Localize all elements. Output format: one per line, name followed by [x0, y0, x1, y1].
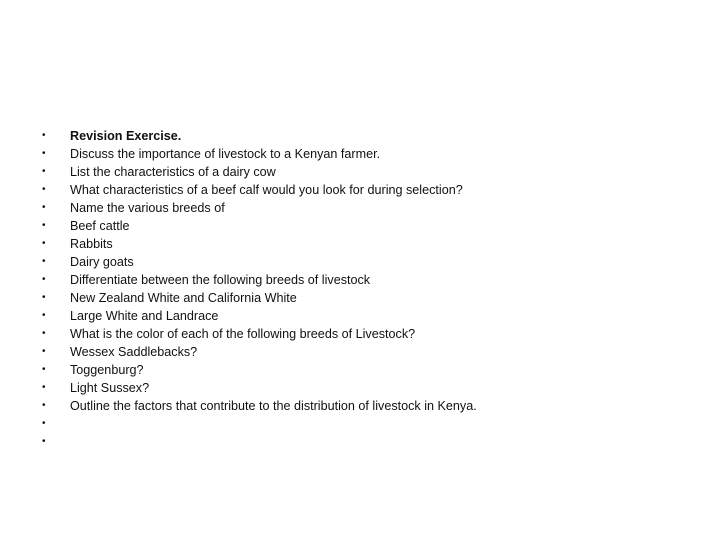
- bullet-icon: •: [42, 274, 46, 285]
- bullet-icon: •: [42, 310, 46, 321]
- list-item-text: Toggenburg?: [70, 363, 144, 377]
- bullet-icon: •: [42, 148, 46, 159]
- list-item-text: What is the color of each of the following breeds of Livestock?: [70, 327, 416, 341]
- list-item-text: What characteristics of a beef calf would you look for during selection?: [70, 183, 463, 197]
- bullet-icon: •: [42, 256, 46, 267]
- list-item-text: Discuss the importance of livestock to a Kenyan farmer.: [70, 147, 381, 161]
- list-item-text: Beef cattle: [70, 219, 130, 233]
- list-item-text: Light Sussex?: [70, 381, 150, 395]
- bullet-icon: •: [42, 346, 46, 357]
- bullet-icon: •: [42, 328, 46, 339]
- bullet-icon: •: [42, 292, 46, 303]
- list-item-text: Name the various breeds of: [70, 201, 225, 215]
- bullet-icon: •: [42, 436, 46, 447]
- bullet-icon: •: [42, 220, 46, 231]
- bullet-icon: •: [42, 130, 46, 141]
- bullet-icon: •: [42, 400, 46, 411]
- bullet-icon: •: [42, 166, 46, 177]
- list-item-text: List the characteristics of a dairy cow: [70, 165, 276, 179]
- list-item-text: Revision Exercise.: [70, 129, 182, 143]
- bullet-icon: •: [42, 382, 46, 393]
- list-item-text: Rabbits: [70, 237, 113, 251]
- bullet-icon: •: [42, 364, 46, 375]
- list-item-text: Differentiate between the following breeds of livestock: [70, 273, 371, 287]
- list-item-text: Dairy goats: [70, 255, 134, 269]
- bullet-icon: •: [42, 184, 46, 195]
- list-item-text: Large White and Landrace: [70, 309, 219, 323]
- bullet-icon: •: [42, 418, 46, 429]
- list-item-text: New Zealand White and California White: [70, 291, 297, 305]
- list-item-text: Outline the factors that contribute to the distribution of livestock in Kenya.: [70, 399, 477, 413]
- bullet-icon: •: [42, 202, 46, 213]
- list-item-text: Wessex Saddlebacks?: [70, 345, 198, 359]
- bullet-icon: •: [42, 238, 46, 249]
